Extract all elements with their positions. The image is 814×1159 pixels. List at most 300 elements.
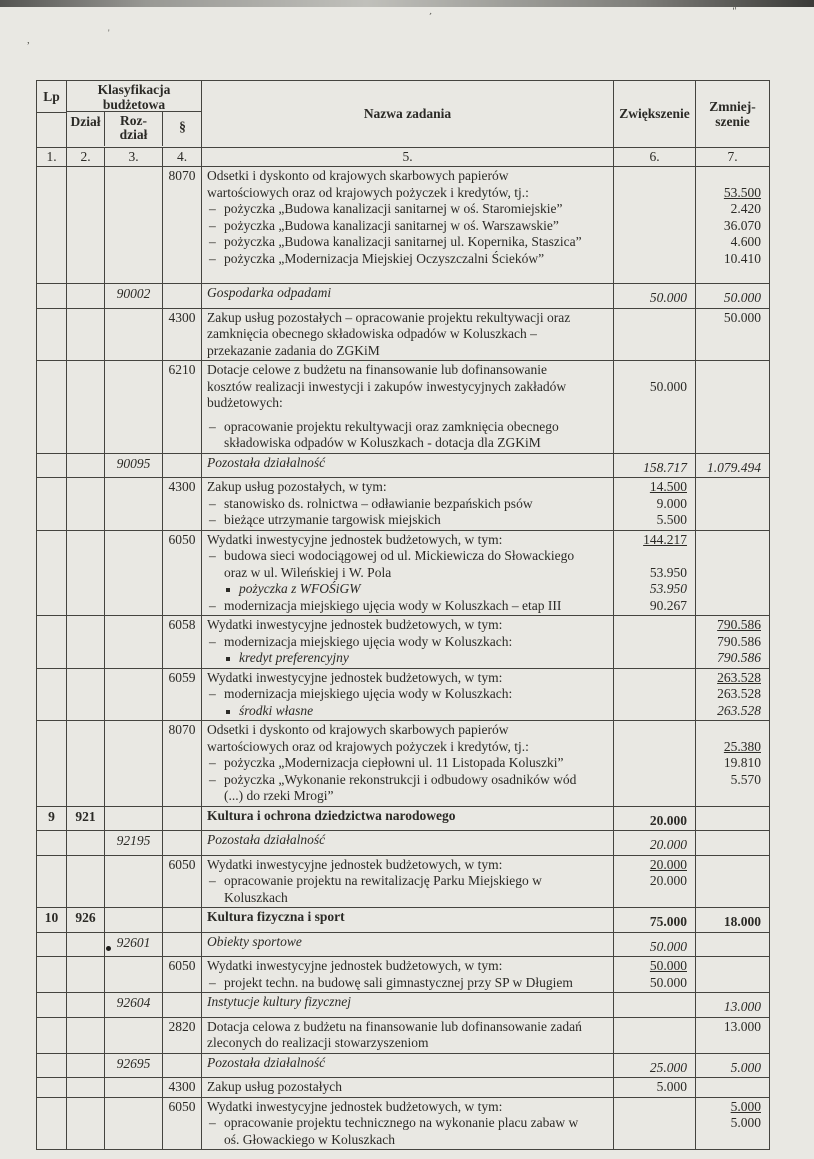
task-text: Pozostała działalność xyxy=(207,454,326,470)
task-line xyxy=(207,703,609,720)
task-text: Wydatki inwestycyjne jednostek budżetowych, w tym: xyxy=(207,531,503,547)
task-line xyxy=(207,581,609,598)
amount-empty xyxy=(616,428,687,445)
scan-artifact-speck: ' xyxy=(108,28,110,38)
cell-lp xyxy=(37,361,67,453)
task-text: kosztów realizacji inwestycji i zakupów inwestycyjnych zakładów xyxy=(207,378,567,394)
task-line xyxy=(207,343,609,360)
scan-artifact-dot xyxy=(106,946,111,951)
task-text: wartościowych oraz od krajowych pożyczek i kredytów, tj.: xyxy=(207,738,529,754)
cell-par: 8070 xyxy=(163,721,202,806)
amount-zmniejszenie: 36.070 xyxy=(723,217,761,233)
cell-rozdzial: 90095 xyxy=(105,454,163,478)
amount-zwiekszenie: 20.000 xyxy=(649,873,687,888)
dash-marker: – xyxy=(209,512,216,527)
task-line xyxy=(207,958,609,975)
task-line xyxy=(207,617,609,634)
amount-empty xyxy=(698,788,761,805)
task-text: Zakup usług pozostałych – opracowanie projektu rekultywacji oraz xyxy=(207,309,571,325)
cell-zmniejszenie xyxy=(696,856,769,908)
task-line xyxy=(207,808,609,825)
task-text: pożyczka „Wykonanie rekonstrukcji i odbudowy osadników wód xyxy=(224,771,577,787)
cell-rozdzial xyxy=(105,361,163,453)
cell-rozdzial: 92195 xyxy=(105,831,163,855)
amount-empty xyxy=(616,722,687,739)
task-line xyxy=(207,419,609,436)
cell-zwiekszenie xyxy=(614,721,696,806)
cell-dzial xyxy=(67,1098,105,1150)
column-number: 2. xyxy=(67,148,105,166)
amount-zmniejszenie: 18.000 xyxy=(723,914,761,929)
column-number: 1. xyxy=(37,148,67,166)
table-body xyxy=(37,167,769,1149)
task-line xyxy=(207,598,609,615)
cell-dzial xyxy=(67,616,105,668)
amount-empty xyxy=(616,1035,687,1052)
task-text: modernizacja miejskiego ujęcia wody w Koluszkach: xyxy=(224,686,513,701)
task-line xyxy=(207,890,609,907)
task-line xyxy=(207,857,609,874)
table-row xyxy=(37,616,769,669)
task-text: stanowisko ds. rolnictwa – odławianie bezpańskich psów xyxy=(224,495,533,511)
cell-par: 4300 xyxy=(163,478,202,530)
cell-par: 6058 xyxy=(163,616,202,668)
amount-zwiekszenie: 14.500 xyxy=(649,479,687,494)
cell-lp xyxy=(37,616,67,668)
amount-zwiekszenie: 50.000 xyxy=(649,958,687,973)
cell-nazwa xyxy=(202,454,614,478)
task-text: modernizacja miejskiego ujęcia wody w Koluszkach – etap III xyxy=(224,597,562,613)
task-text: Wydatki inwestycyjne jednostek budżetowych, w tym: xyxy=(207,669,503,685)
task-text: Zakup usług pozostałych, w tym: xyxy=(207,479,387,494)
task-text: Gospodarka odpadami xyxy=(207,285,332,300)
table-row xyxy=(37,807,769,832)
cell-lp xyxy=(37,957,67,992)
amount-empty xyxy=(698,722,761,739)
cell-rozdzial xyxy=(105,856,163,908)
scan-artifact-speck: , xyxy=(27,34,30,46)
amount-empty xyxy=(616,1132,687,1149)
cell-nazwa xyxy=(202,957,614,992)
table-header xyxy=(37,81,769,167)
cell-zwiekszenie xyxy=(614,856,696,908)
amount-zwiekszenie: 90.267 xyxy=(649,597,687,613)
task-line xyxy=(207,1079,609,1096)
amount-zmniejszenie: 5.000 xyxy=(730,1115,761,1130)
cell-nazwa xyxy=(202,309,614,361)
amount-empty xyxy=(616,890,687,907)
cell-zwiekszenie xyxy=(614,167,696,283)
task-text: pożyczka z WFOŚiGW xyxy=(239,581,361,596)
task-text: pożyczka „Modernizacja ciepłowni ul. 11 Listopada Koluszki” xyxy=(224,755,564,770)
amount-empty xyxy=(616,755,687,772)
amount-zwiekszenie: 20.000 xyxy=(649,812,687,828)
task-text: opracowanie projektu na rewitalizację Parku Miejskiego w xyxy=(224,873,542,888)
bullet-marker xyxy=(226,581,239,598)
table-row xyxy=(37,856,769,909)
task-line xyxy=(207,185,609,202)
cell-lp xyxy=(37,309,67,361)
cell-zmniejszenie xyxy=(696,531,769,616)
amount-empty xyxy=(698,412,761,429)
cell-rozdzial xyxy=(105,721,163,806)
cell-dzial xyxy=(67,721,105,806)
cell-nazwa xyxy=(202,361,614,453)
amount-zwiekszenie: 9.000 xyxy=(656,495,687,511)
task-line xyxy=(207,994,609,1011)
cell-lp xyxy=(37,669,67,721)
table-row xyxy=(37,284,769,309)
cell-lp xyxy=(37,1098,67,1150)
amount-empty xyxy=(698,598,761,615)
column-number: 3. xyxy=(105,148,163,166)
column-number: 6. xyxy=(614,148,696,166)
cell-lp xyxy=(37,531,67,616)
task-line xyxy=(207,379,609,396)
task-line xyxy=(207,201,609,218)
cell-zmniejszenie xyxy=(696,807,769,831)
amount-empty xyxy=(698,837,761,854)
task-text: modernizacja miejskiego ujęcia wody w Koluszkach: xyxy=(224,633,513,649)
task-line xyxy=(207,686,609,703)
task-line xyxy=(207,772,609,789)
amount-empty xyxy=(616,412,687,429)
task-text: Koluszkach xyxy=(224,889,288,905)
cell-zmniejszenie xyxy=(696,933,769,957)
task-text: Wydatki inwestycyjne jednostek budżetowych, w tym: xyxy=(207,617,503,632)
cell-dzial xyxy=(67,957,105,992)
header-rozdzial-label: Roz- dział xyxy=(105,112,163,146)
amount-empty xyxy=(698,581,761,598)
cell-lp xyxy=(37,478,67,530)
cell-zwiekszenie xyxy=(614,1098,696,1150)
amount-empty xyxy=(616,1019,687,1036)
cell-rozdzial xyxy=(105,531,163,616)
task-text: Odsetki i dyskonto od krajowych skarbowych papierów xyxy=(207,722,509,737)
amount-empty xyxy=(616,686,687,703)
cell-zwiekszenie xyxy=(614,908,696,932)
task-line xyxy=(207,1019,609,1036)
cell-par: 6050 xyxy=(163,1098,202,1150)
task-text: budżetowych: xyxy=(207,395,283,410)
amount-empty xyxy=(616,218,687,235)
amount-empty xyxy=(616,617,687,634)
header-dzial-label: Dział xyxy=(67,112,105,146)
cell-dzial xyxy=(67,856,105,908)
cell-dzial: 921 xyxy=(67,807,105,831)
task-line xyxy=(207,395,609,412)
task-line xyxy=(207,909,609,926)
cell-par: 6050 xyxy=(163,957,202,992)
amount-empty xyxy=(616,1115,687,1132)
cell-rozdzial: 92604 xyxy=(105,993,163,1017)
cell-dzial xyxy=(67,1054,105,1078)
amount-empty xyxy=(616,670,687,687)
cell-rozdzial xyxy=(105,669,163,721)
amount-zwiekszenie: 50.000 xyxy=(649,290,687,305)
cell-zwiekszenie xyxy=(614,1054,696,1078)
cell-nazwa xyxy=(202,167,614,283)
table-row xyxy=(37,957,769,993)
cell-zwiekszenie xyxy=(614,957,696,992)
cell-par xyxy=(163,454,202,478)
amount-empty xyxy=(616,201,687,218)
cell-dzial xyxy=(67,993,105,1017)
cell-rozdzial xyxy=(105,309,163,361)
task-text: bieżące utrzymanie targowisk miejskich xyxy=(224,512,441,527)
task-text: Dotacje celowe z budżetu na finansowanie lub dofinansowanie xyxy=(207,362,547,377)
task-line xyxy=(207,634,609,651)
amount-empty xyxy=(616,999,687,1016)
table-row xyxy=(37,933,769,958)
amount-zwiekszenie: 50.000 xyxy=(649,974,687,990)
cell-nazwa xyxy=(202,284,614,308)
task-text: Pozostała działalność xyxy=(207,832,326,847)
cell-par xyxy=(163,908,202,932)
amount-empty xyxy=(616,739,687,756)
budget-table xyxy=(36,80,770,1150)
task-text: oraz w ul. Wileńskiej i W. Pola xyxy=(224,564,392,580)
cell-nazwa xyxy=(202,669,614,721)
task-text: opracowanie projektu rekultywacji oraz zamknięcia obecnego xyxy=(224,418,559,434)
cell-zwiekszenie xyxy=(614,1078,696,1097)
cell-zwiekszenie xyxy=(614,531,696,616)
cell-zmniejszenie xyxy=(696,1078,769,1097)
amount-zmniejszenie: 263.528 xyxy=(717,686,761,701)
task-text: przekazanie zadania do ZGKiM xyxy=(207,342,380,358)
cell-rozdzial: 90002 xyxy=(105,284,163,308)
amount-empty xyxy=(698,512,761,529)
task-text: Odsetki i dyskonto od krajowych skarbowych papierów xyxy=(207,168,509,183)
task-line xyxy=(207,975,609,992)
task-line xyxy=(207,532,609,549)
cell-lp xyxy=(37,284,67,308)
amount-empty xyxy=(616,703,687,720)
header-zwiekszenie-label: Zwiększenie xyxy=(614,81,696,147)
cell-lp xyxy=(37,454,67,478)
task-line xyxy=(207,873,609,890)
cell-zwiekszenie xyxy=(614,1018,696,1053)
amount-zwiekszenie: 5.000 xyxy=(656,1079,687,1094)
cell-nazwa xyxy=(202,933,614,957)
amount-empty xyxy=(616,168,687,185)
cell-par xyxy=(163,1054,202,1078)
task-line xyxy=(207,1055,609,1072)
task-text: Kultura fizyczna i sport xyxy=(207,909,345,924)
task-line xyxy=(207,496,609,513)
amount-empty xyxy=(698,379,761,396)
dash-marker: – xyxy=(209,771,216,787)
task-text: opracowanie projektu technicznego na wykonanie placu zabaw w xyxy=(224,1115,579,1130)
cell-zmniejszenie xyxy=(696,669,769,721)
amount-zmniejszenie: 53.500 xyxy=(723,184,761,200)
cell-dzial xyxy=(67,831,105,855)
cell-dzial xyxy=(67,284,105,308)
cell-rozdzial xyxy=(105,616,163,668)
cell-zwiekszenie xyxy=(614,478,696,530)
amount-empty xyxy=(616,326,687,343)
cell-zmniejszenie xyxy=(696,309,769,361)
amount-empty xyxy=(698,873,761,890)
header-cell-lp xyxy=(37,81,67,147)
cell-nazwa xyxy=(202,807,614,831)
task-text: zamknięcia obecnego składowiska odpadów w Koluszkach – xyxy=(207,326,537,341)
task-text: projekt techn. na budowę sali gimnastycznej przy SP w Długiem xyxy=(224,974,573,990)
cell-zmniejszenie xyxy=(696,454,769,478)
cell-zwiekszenie xyxy=(614,933,696,957)
cell-lp xyxy=(37,856,67,908)
cell-dzial xyxy=(67,478,105,530)
dash-marker: – xyxy=(209,250,216,266)
table-row xyxy=(37,531,769,617)
amount-zwiekszenie: 20.000 xyxy=(649,837,687,852)
task-line xyxy=(207,251,609,268)
cell-rozdzial xyxy=(105,1078,163,1097)
cell-rozdzial xyxy=(105,167,163,283)
task-line xyxy=(207,218,609,235)
cell-rozdzial xyxy=(105,908,163,932)
cell-rozdzial xyxy=(105,1098,163,1150)
cell-zmniejszenie xyxy=(696,831,769,855)
cell-lp xyxy=(37,933,67,957)
amount-empty xyxy=(616,772,687,789)
task-line xyxy=(207,435,609,452)
task-text: pożyczka „Modernizacja Miejskiej Oczyszczalni Ścieków” xyxy=(224,250,545,266)
amount-zmniejszenie: 790.586 xyxy=(717,633,761,649)
amount-zmniejszenie: 5.000 xyxy=(730,1098,761,1114)
amount-empty xyxy=(616,1099,687,1116)
amount-zmniejszenie: 263.528 xyxy=(717,702,761,718)
cell-par: 6210 xyxy=(163,361,202,453)
cell-zmniejszenie xyxy=(696,1054,769,1078)
task-line xyxy=(207,512,609,529)
scan-artifact-speck: ʺ xyxy=(732,5,738,18)
table-row xyxy=(37,1078,769,1098)
amount-empty xyxy=(698,362,761,379)
cell-par xyxy=(163,284,202,308)
dash-marker: – xyxy=(209,686,216,701)
task-text: Wydatki inwestycyjne jednostek budżetowych, w tym: xyxy=(207,958,503,973)
bullet-marker xyxy=(226,703,239,720)
table-row xyxy=(37,1054,769,1079)
amount-zmniejszenie: 13.000 xyxy=(723,1018,761,1034)
dash-marker: – xyxy=(209,1115,216,1130)
task-line xyxy=(207,788,609,805)
cell-lp xyxy=(37,721,67,806)
cell-par: 2820 xyxy=(163,1018,202,1053)
cell-nazwa xyxy=(202,831,614,855)
cell-dzial xyxy=(67,309,105,361)
cell-lp xyxy=(37,831,67,855)
cell-zmniejszenie xyxy=(696,616,769,668)
cell-zmniejszenie xyxy=(696,167,769,283)
cell-par xyxy=(163,993,202,1017)
task-line xyxy=(207,670,609,687)
amount-zmniejszenie: 25.380 xyxy=(723,738,761,754)
amount-zmniejszenie: 50.000 xyxy=(723,309,761,325)
header-zmniejszenie-label: Zmniej- szenie xyxy=(709,99,756,129)
task-line xyxy=(207,650,609,667)
amount-zmniejszenie: 1.079.494 xyxy=(707,459,761,475)
task-line xyxy=(207,234,609,251)
task-text: wartościowych oraz od krajowych pożyczek i kredytów, tj.: xyxy=(207,184,529,200)
header-nazwa-label: Nazwa zadania xyxy=(202,81,614,147)
column-number: 4. xyxy=(163,148,202,166)
amount-empty xyxy=(698,343,761,360)
amount-empty xyxy=(698,548,761,565)
cell-zmniejszenie xyxy=(696,1098,769,1150)
amount-zmniejszenie: 5.570 xyxy=(730,771,761,787)
cell-rozdzial: 92601 xyxy=(105,933,163,957)
amount-zmniejszenie: 790.586 xyxy=(717,650,761,665)
amount-empty xyxy=(698,395,761,412)
amount-empty xyxy=(698,1079,761,1096)
cell-lp xyxy=(37,1018,67,1053)
cell-lp: 9 xyxy=(37,807,67,831)
cell-par: 6050 xyxy=(163,856,202,908)
task-line xyxy=(207,934,609,951)
amount-zwiekszenie: 20.000 xyxy=(649,856,687,872)
amount-empty xyxy=(698,890,761,907)
cell-zmniejszenie xyxy=(696,1018,769,1053)
cell-nazwa xyxy=(202,1098,614,1150)
task-text: oś. Głowackiego w Koluszkach xyxy=(224,1131,395,1147)
cell-dzial xyxy=(67,531,105,616)
cell-dzial xyxy=(67,669,105,721)
cell-zmniejszenie xyxy=(696,908,769,932)
task-line xyxy=(207,548,609,565)
task-line xyxy=(207,362,609,379)
task-text: pożyczka „Budowa kanalizacji sanitarnej w oś. Warszawskie” xyxy=(224,217,559,233)
amount-empty xyxy=(698,975,761,992)
dash-marker: – xyxy=(209,548,216,563)
amount-empty xyxy=(616,650,687,667)
task-line xyxy=(207,722,609,739)
cell-par: 8070 xyxy=(163,167,202,283)
amount-zwiekszenie: 53.950 xyxy=(649,564,687,580)
amount-empty xyxy=(698,168,761,185)
cell-rozdzial xyxy=(105,807,163,831)
amount-empty xyxy=(698,326,761,343)
cell-rozdzial xyxy=(105,957,163,992)
column-number: 5. xyxy=(202,148,614,166)
cell-par: 4300 xyxy=(163,309,202,361)
table-row xyxy=(37,1018,769,1054)
table-row xyxy=(37,454,769,479)
task-text: Kultura i ochrona dziedzictwa narodowego xyxy=(207,807,456,823)
task-text: Dotacja celowa z budżetu na finansowanie lub dofinansowanie zadań xyxy=(207,1018,582,1034)
task-line xyxy=(207,1132,609,1149)
dash-marker: – xyxy=(209,633,216,649)
cell-rozdzial xyxy=(105,478,163,530)
amount-empty xyxy=(616,310,687,327)
amount-zwiekszenie: 5.500 xyxy=(656,512,687,527)
cell-zwiekszenie xyxy=(614,616,696,668)
task-text: zleconych do realizacji stowarzyszeniom xyxy=(207,1035,429,1050)
cell-zwiekszenie xyxy=(614,284,696,308)
task-line xyxy=(207,1115,609,1132)
cell-zmniejszenie xyxy=(696,721,769,806)
table-row xyxy=(37,669,769,722)
cell-par xyxy=(163,933,202,957)
cell-lp xyxy=(37,1054,67,1078)
task-line xyxy=(207,479,609,496)
amount-empty xyxy=(616,185,687,202)
table-row xyxy=(37,1098,769,1150)
header-lp-label: Lp xyxy=(37,81,66,113)
cell-par xyxy=(163,807,202,831)
task-line xyxy=(207,455,609,472)
